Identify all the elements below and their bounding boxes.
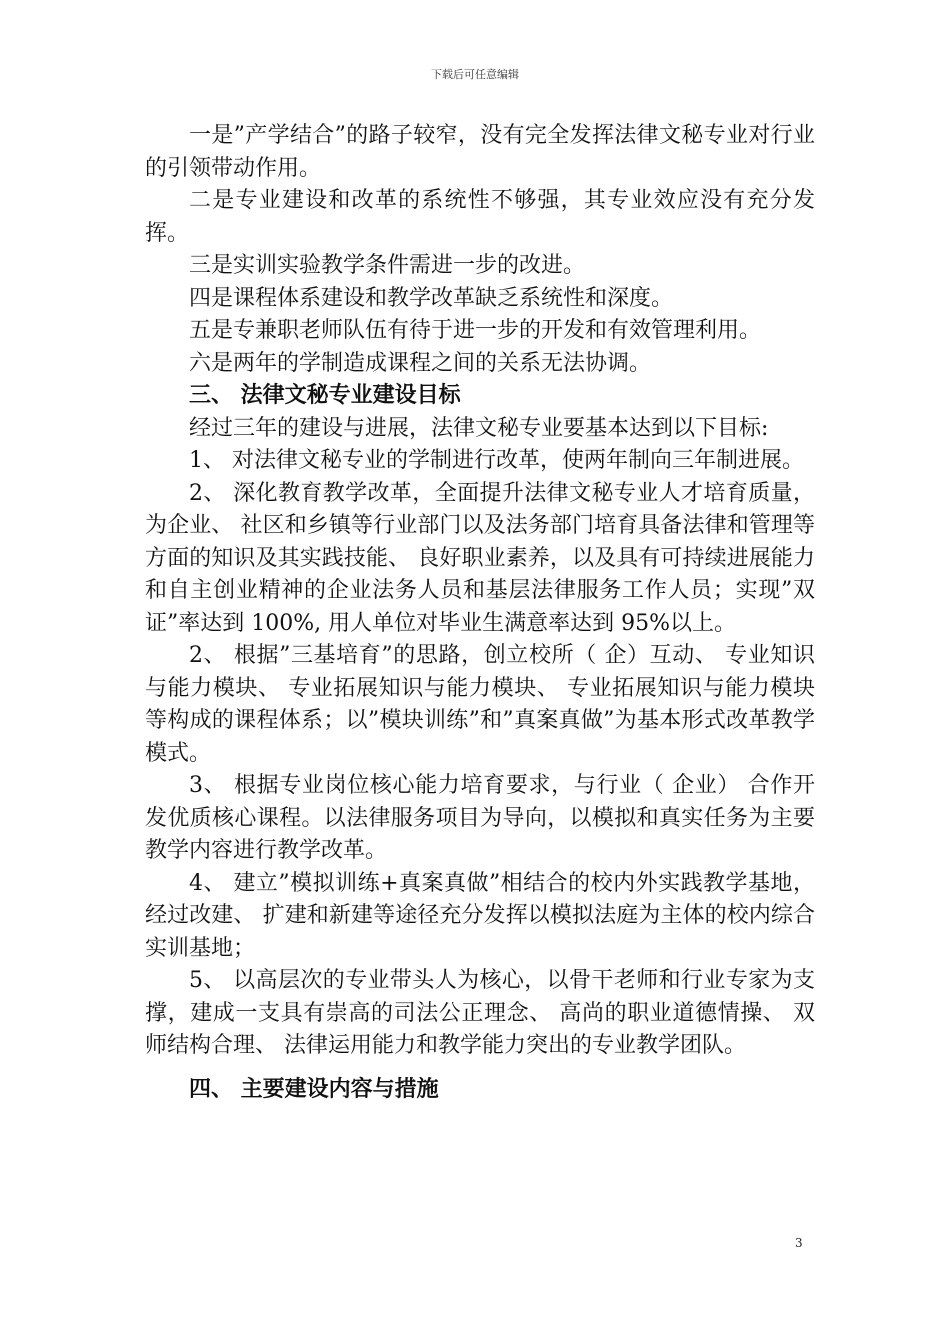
goal-item-2b: 2、 根据”三基培育”的思路，创立校所（ 企）互动、 专业知识与能力模块、 专业拓展知识与能力模块、 专业拓展知识与能力模块等构成的课程体系；以”模块训练”和”真案真做”为基本形式改革教学模式。 [145, 643, 815, 766]
paragraph-problem-2: 二是专业建设和改革的系统性不够强，其专业效应没有充分发挥。 [145, 188, 815, 246]
paragraph-problem-1: 一是”产学结合”的路子较窄，没有完全发挥法律文秘专业对行业的引领带动作用。 [145, 123, 815, 181]
goal-item-2: 2、 深化教育教学改革，全面提升法律文秘专业人才培育质量，为企业、 社区和乡镇等行业部门以及法务部门培育具备法律和管理等方面的知识及其实践技能、 良好职业素养，以及具有可持续进展能力和自主创业精神的企业法务人员和基层法律服务工作人员；实现”双证”率达到 100%, 用人单位对毕业生满意率达到 95%以上。 [145, 480, 815, 636]
paragraph-problem-6: 六是两年的学制造成课程之间的关系无法协调。 [189, 350, 652, 376]
page-header: 下载后可任意编辑 [431, 68, 519, 81]
goal-item-4: 4、 建立”模拟训练+真案真做”相结合的校内外实践教学基地，经过改建、 扩建和新建等途径充分发挥以模拟法庭为主体的校内综合实训基地； [145, 870, 815, 961]
paragraph-problem-4: 四是课程体系建设和教学改革缺乏系统性和深度。 [189, 285, 674, 311]
section-heading-3: 三、 法律文秘专业建设目标 [189, 383, 461, 408]
paragraph-problem-5: 五是专兼职老师队伍有待于进一步的开发和有效管理利用。 [189, 318, 762, 343]
goal-item-1: 1、 对法律文秘专业的学制进行改革，使两年制向三年制进展。 [189, 448, 804, 473]
document-body [145, 120, 815, 1107]
goal-item-5: 5、 以高层次的专业带头人为核心，以骨干老师和行业专家为支撑，建成一支具有崇高的司法公正理念、 高尚的职业道德情操、 双师结构合理、 法律运用能力和教学能力突出的专业教学团队。 [145, 968, 815, 1058]
section-3-intro: 经过三年的建设与进展，法律文秘专业要基本达到以下目标: [189, 415, 769, 441]
section-heading-4: 四、 主要建设内容与措施 [189, 1076, 439, 1102]
paragraph-problem-3: 三是实训实验教学条件需进一步的改进。 [189, 253, 586, 278]
goal-item-3: 3、 根据专业岗位核心能力培育要求，与行业（ 企业） 合作开发优质核心课程。以法律服务项目为导向，以模拟和真实任务为主要教学内容进行教学改革。 [145, 773, 815, 863]
page-number: 3 [795, 1236, 803, 1250]
